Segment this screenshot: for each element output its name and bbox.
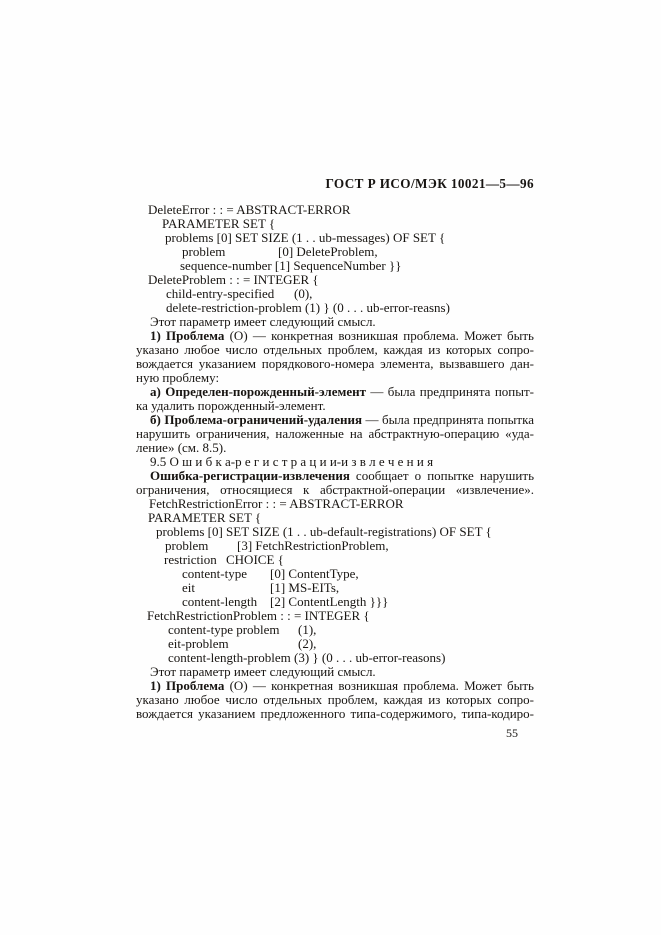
code-line: DeleteError : : = ABSTRACT-ERROR <box>148 202 351 217</box>
code-value: (1), <box>298 622 317 637</box>
code-block <box>136 203 534 315</box>
text-run: вождается указанием предложенного типа-содержимого, типа-кодиро- <box>136 706 534 721</box>
code-line <box>136 567 534 581</box>
text-run: (О) — конкретная возникшая проблема. Может быть <box>224 678 534 693</box>
text-run: ограничения, относящиеся к абстрактной-операции «извлечение». <box>136 482 534 497</box>
text-run: Этот параметр имеет следующий смысл. <box>150 314 376 329</box>
text-run: указано любое число отдельных проблем, каждая из которых сопро- <box>136 692 534 707</box>
paragraph <box>136 469 534 497</box>
text-line <box>136 693 534 707</box>
code-value: [2] ContentLength }}} <box>270 594 389 609</box>
code-line: FetchRestrictionError : : = ABSTRACT-ERROR <box>149 496 404 511</box>
text-line <box>136 357 534 371</box>
text-line <box>136 441 534 455</box>
code-identifier: problem <box>182 244 226 259</box>
code-line: delete-restriction-problem (1) } (0 . . . ub-error-reasns) <box>166 300 450 315</box>
code-line <box>136 287 534 301</box>
code-line: FetchRestrictionProblem : : = INTEGER { <box>147 608 370 623</box>
document-body <box>136 203 534 721</box>
code-value: CHOICE { <box>226 552 284 567</box>
paragraph <box>136 665 534 679</box>
code-line: PARAMETER SET { <box>162 216 276 231</box>
text-run: — была предпринята попыт- <box>365 384 534 399</box>
text-line <box>136 469 534 483</box>
running-header: ГОСТ Р ИСО/МЭК 10021—5—96 <box>325 176 534 191</box>
text-line <box>136 343 534 357</box>
code-identifier: content-type <box>182 566 247 581</box>
paragraph <box>136 679 534 721</box>
paragraph <box>136 315 534 329</box>
text-run: ную проблему: <box>136 370 220 385</box>
code-block <box>136 497 534 665</box>
code-identifier: eit-problem <box>168 636 229 651</box>
text-run: вождается указанием порядкового-номера элемента, вызвавшего дан- <box>136 356 534 371</box>
paragraph <box>136 385 534 413</box>
text-line <box>136 455 534 469</box>
text-run: сообщает о попытке нарушить <box>349 468 534 483</box>
code-value: [1] MS-EITs, <box>270 580 340 595</box>
code-identifier: restriction <box>164 552 217 567</box>
code-line <box>136 581 534 595</box>
code-line: PARAMETER SET { <box>148 510 262 525</box>
code-value: [3] FetchRestrictionProblem, <box>237 538 389 553</box>
code-identifier: child-entry-specified <box>166 286 275 301</box>
code-line: problems [0] SET SIZE (1 . . ub-messages) OF SET { <box>165 230 446 245</box>
text-line <box>136 665 534 679</box>
text-line <box>136 315 534 329</box>
text-run: указано любое число отдельных проблем, каждая из которых сопро- <box>136 342 534 357</box>
text-run: 9.5 О ш и б к а-р е г и с т р а ц и и-и з в л е ч е н и я <box>150 454 434 469</box>
emphasized-term: Ошибка-регистрации-извлечения <box>150 468 350 483</box>
code-value: (2), <box>298 636 317 651</box>
text-line <box>136 413 534 427</box>
code-line <box>136 553 534 567</box>
code-line <box>136 623 534 637</box>
text-line <box>136 427 534 441</box>
code-value: [0] DeleteProblem, <box>278 244 378 259</box>
emphasized-term: 1) Проблема <box>150 328 225 343</box>
text-run: (О) — конкретная возникшая проблема. Может быть <box>224 328 534 343</box>
text-line <box>136 385 534 399</box>
text-run: — была предпринята попытка <box>361 412 534 427</box>
text-line <box>136 707 534 721</box>
code-line: sequence-number [1] SequenceNumber }} <box>180 258 402 273</box>
code-identifier: content-type problem <box>168 622 280 637</box>
code-line: content-length-problem (3) } (0 . . . ub-error-reasons) <box>168 650 446 665</box>
text-line <box>136 679 534 693</box>
text-run: Этот параметр имеет следующий смысл. <box>150 664 376 679</box>
text-line <box>136 329 534 343</box>
code-line: DeleteProblem : : = INTEGER { <box>148 272 319 287</box>
document-content <box>136 177 534 721</box>
code-identifier: eit <box>182 580 195 595</box>
text-run: ление» (см. 8.5). <box>136 440 227 455</box>
paragraph <box>136 413 534 455</box>
text-line <box>136 483 534 497</box>
emphasized-term: а) Определен-порожденный-элемент <box>150 384 366 399</box>
emphasized-term: б) Проблема-ограничений-удаления <box>150 412 362 427</box>
code-line <box>136 595 534 609</box>
text-line <box>136 371 534 385</box>
text-run: ка удалить порожденный-элемент. <box>136 398 326 413</box>
code-line <box>136 539 534 553</box>
text-line <box>136 399 534 413</box>
code-line: problems [0] SET SIZE (1 . . ub-default-registrations) OF SET { <box>156 524 492 539</box>
code-identifier: content-length <box>182 594 258 609</box>
code-identifier: problem <box>165 538 209 553</box>
code-line <box>136 637 534 651</box>
emphasized-term: 1) Проблема <box>150 678 225 693</box>
paragraph <box>136 329 534 385</box>
code-line <box>136 245 534 259</box>
code-value: (0), <box>294 286 313 301</box>
code-value: [0] ContentType, <box>270 566 359 581</box>
page-number: 55 <box>506 726 518 740</box>
paragraph <box>136 455 534 469</box>
text-run: нарушить ограничения, наложенные на абстрактную-операцию «уда- <box>136 426 534 441</box>
